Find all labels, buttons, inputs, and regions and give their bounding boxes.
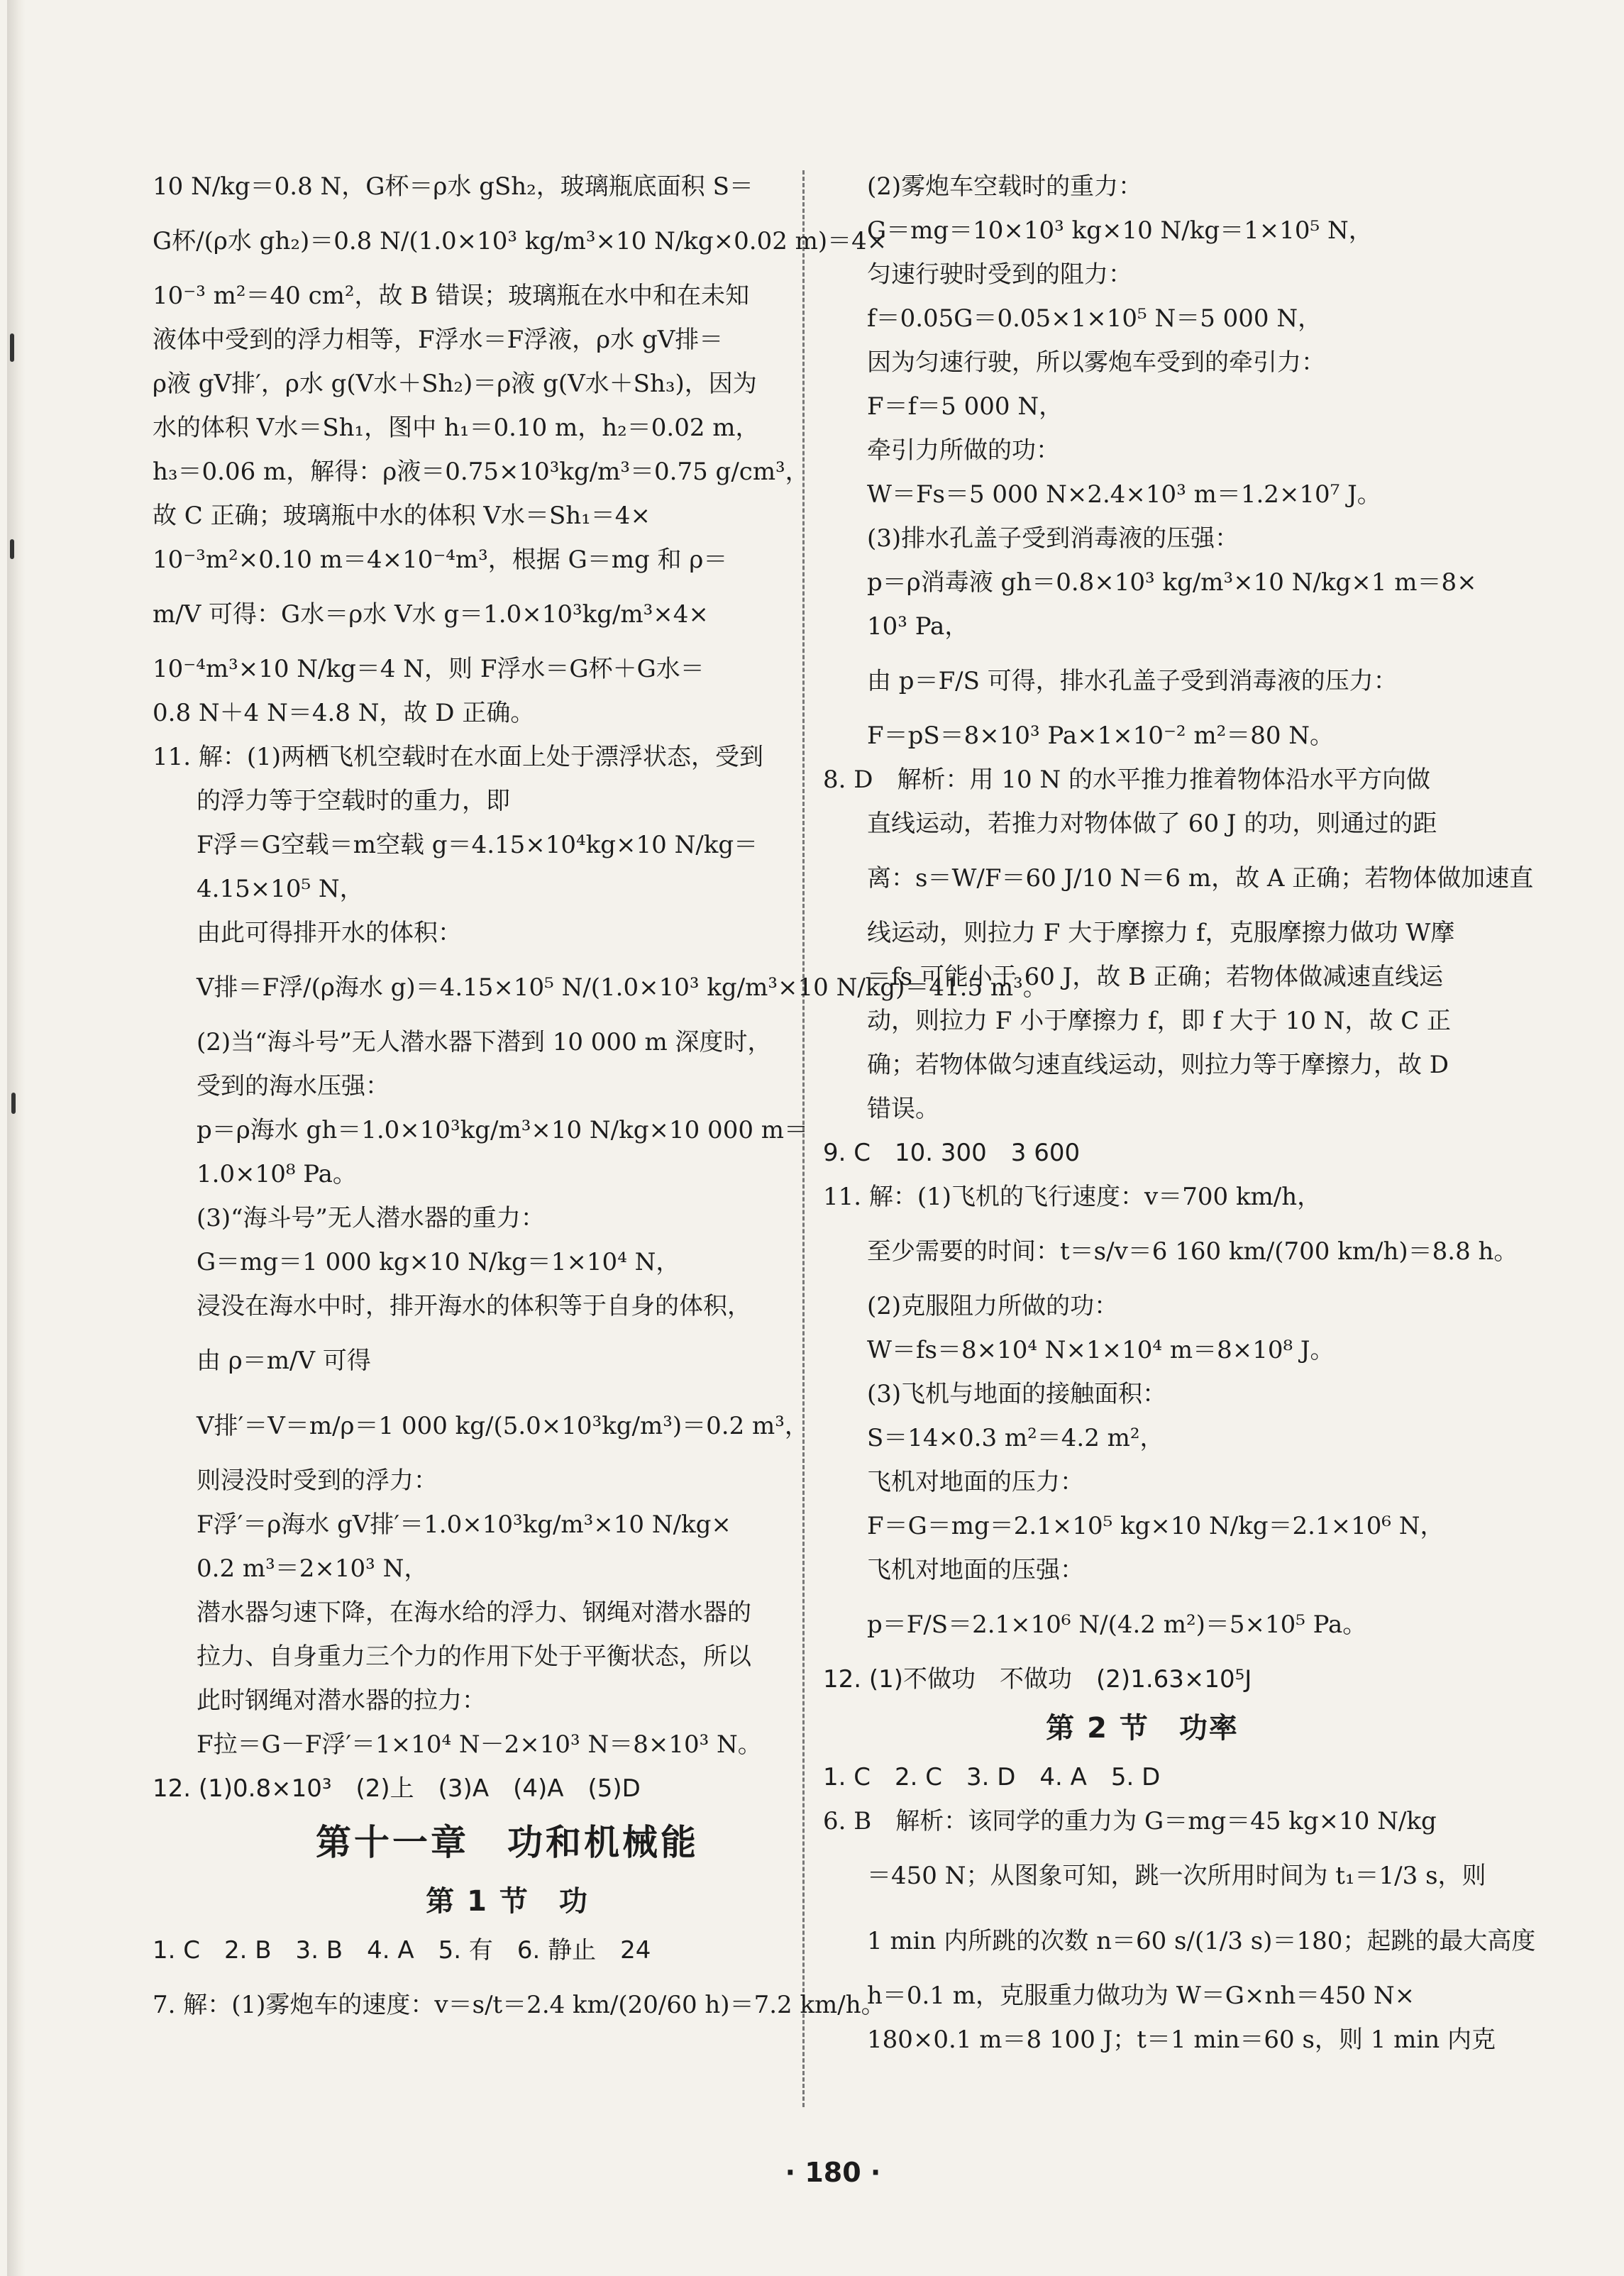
- text-line: F＝f＝5 000 N，: [867, 392, 1064, 421]
- question-11-answer: 11. 解：(1)飞机的飞行速度：v＝700 km/h，: [823, 1183, 1322, 1211]
- text-line: 液体中受到的浮力相等，F浮水＝F浮液，ρ水 gV排＝: [153, 326, 724, 354]
- text-line: ＝fs 可能小于 60 J，故 B 正确；若物体做减速直线运: [867, 963, 1443, 991]
- text-line: (2)克服阻力所做的功：: [867, 1292, 1119, 1320]
- text-line: 10³ Pa，: [867, 612, 969, 641]
- text-line: G＝mg＝10×10³ kg×10 N/kg＝1×10⁵ N，: [867, 216, 1373, 245]
- text-line: 动，则拉力 F 小于摩擦力 f，即 f 大于 10 N，故 C 正: [867, 1007, 1452, 1035]
- text-line: (3)排水孔盖子受到消毒液的压强：: [867, 524, 1239, 553]
- formula-line: ＝450 N；从图象可知，跳一次所用时间为 t₁＝1/3 s，则: [867, 1862, 1486, 1890]
- text-line: p＝ρ消毒液 gh＝0.8×10³ kg/m³×10 N/kg×1 m＝8×: [867, 568, 1477, 597]
- text-line: 4.15×10⁵ N，: [197, 875, 364, 903]
- question-8-answer: 8. D 解析：用 10 N 的水平推力推着物体沿水平方向做: [823, 766, 1430, 794]
- question-11-answer: 11. 解：(1)两栖飞机空载时在水面上处于漂浮状态，受到: [153, 743, 764, 771]
- text-line: 因为匀速行驶，所以雾炮车受到的牵引力：: [867, 348, 1325, 377]
- text-line: F拉＝G－F浮′＝1×10⁴ N－2×10³ N＝8×10³ N。: [197, 1730, 762, 1759]
- choice-answers: 1. C 2. B 3. B 4. A 5. 有 6. 静止 24: [153, 1936, 651, 1965]
- text-line: 的浮力等于空载时的重力，即: [197, 787, 510, 815]
- scan-mark: [10, 333, 14, 362]
- question-12-answer: 12. (1)不做功 不做功 (2)1.63×10⁵J: [823, 1665, 1252, 1694]
- text-line: 飞机对地面的压力：: [867, 1468, 1084, 1496]
- text-line: 则浸没时受到的浮力：: [197, 1466, 438, 1495]
- text-line: h＝0.1 m，克服重力做功为 W＝G×nh＝450 N×: [867, 1982, 1415, 2010]
- page-number: · 180 ·: [785, 2157, 881, 2188]
- formula-line: G杯/(ρ水 gh₂)＝0.8 N/(1.0×10³ kg/m³×10 N/kg×0.02 m)＝4×: [153, 227, 888, 255]
- section-title: 第 1 节 功: [426, 1885, 589, 1918]
- text-line: 180×0.1 m＝8 100 J；t＝1 min＝60 s，则 1 min 内克: [867, 2026, 1496, 2054]
- text-line: 错误。: [867, 1095, 939, 1123]
- text-line: 线运动，则拉力 F 大于摩擦力 f，克服摩擦力做功 W摩: [867, 919, 1455, 947]
- text-line: 此时钢绳对潜水器的拉力：: [197, 1686, 486, 1715]
- text-line: h₃＝0.06 m，解得：ρ液＝0.75×10³kg/m³＝0.75 g/cm³，: [153, 458, 810, 486]
- choice-answers: 9. C 10. 300 3 600: [823, 1139, 1081, 1167]
- text-line: W＝fs＝8×10⁴ N×1×10⁴ m＝8×10⁸ J。: [867, 1336, 1335, 1364]
- text-line: 受到的海水压强：: [197, 1072, 390, 1100]
- text-line: 确；若物体做匀速直线运动，则拉力等于摩擦力，故 D: [867, 1051, 1449, 1079]
- text-line: 匀速行驶时受到的阻力：: [867, 260, 1132, 289]
- text-line: f＝0.05G＝0.05×1×10⁵ N＝5 000 N，: [867, 304, 1322, 333]
- text-line: 0.2 m³＝2×10³ N，: [197, 1554, 429, 1583]
- formula-line: V排′＝V＝m/ρ＝1 000 kg/(5.0×10³kg/m³)＝0.2 m³，: [197, 1412, 809, 1440]
- formula-line: 离：s＝W/F＝60 J/10 N＝6 m，故 A 正确；若物体做加速直: [867, 864, 1534, 893]
- formula-line: m/V 可得：G水＝ρ水 V水 g＝1.0×10³kg/m³×4×: [153, 600, 709, 629]
- formula-line: 由 p＝F/S 可得，排水孔盖子受到消毒液的压力：: [867, 667, 1398, 695]
- text-line: S＝14×0.3 m²＝4.2 m²，: [867, 1424, 1164, 1452]
- text-line: 水的体积 V水＝Sh₁，图中 h₁＝0.10 m，h₂＝0.02 m，: [153, 414, 760, 442]
- text-line: 牵引力所做的功：: [867, 436, 1060, 465]
- text-line: G＝mg＝1 000 kg×10 N/kg＝1×10⁴ N，: [197, 1248, 680, 1276]
- text-line: W＝Fs＝5 000 N×2.4×10³ m＝1.2×10⁷ J。: [867, 480, 1381, 509]
- section-title: 第 2 节 功率: [1046, 1712, 1239, 1745]
- text-line: 1.0×10⁸ Pa。: [197, 1160, 357, 1188]
- text-line: 浸没在海水中时，排开海水的体积等于自身的体积，: [197, 1292, 751, 1320]
- text-line: (2)当“海斗号”无人潜水器下潜到 10 000 m 深度时，: [197, 1028, 772, 1056]
- formula-line: 1 min 内所跳的次数 n＝60 s/(1/3 s)＝180；起跳的最大高度: [867, 1927, 1536, 1955]
- question-7-answer: 7. 解：(1)雾炮车的速度：v＝s/t＝2.4 km/(20/60 h)＝7.2 km/h。: [153, 1991, 885, 2019]
- scan-mark: [10, 539, 14, 559]
- text-line: 飞机对地面的压强：: [867, 1556, 1084, 1584]
- chapter-title: 第十一章 功和机械能: [316, 1822, 699, 1863]
- text-line: F＝G＝mg＝2.1×10⁵ kg×10 N/kg＝2.1×10⁶ N，: [867, 1512, 1445, 1540]
- text-line: 10⁻⁴m³×10 N/kg＝4 N，则 F浮水＝G杯＋G水＝: [153, 655, 705, 683]
- choice-answers: 1. C 2. C 3. D 4. A 5. D: [823, 1763, 1161, 1791]
- text-line: F＝pS＝8×10³ Pa×1×10⁻² m²＝80 N。: [867, 722, 1335, 750]
- text-line: 10⁻³m²×0.10 m＝4×10⁻⁴m³，根据 G＝mg 和 ρ＝: [153, 546, 728, 574]
- text-line: p＝ρ海水 gh＝1.0×10³kg/m³×10 N/kg×10 000 m＝: [197, 1116, 809, 1144]
- text-line: 潜水器匀速下降，在海水给的浮力、钢绳对潜水器的: [197, 1598, 751, 1627]
- text-line: F浮′＝ρ海水 gV排′＝1.0×10³kg/m³×10 N/kg×: [197, 1510, 731, 1539]
- text-line: ρ液 gV排′，ρ水 g(V水＋Sh₂)＝ρ液 g(V水＋Sh₃)，因为: [153, 370, 757, 398]
- scan-mark: [11, 1093, 16, 1114]
- formula-line: 由 ρ＝m/V 可得: [197, 1347, 371, 1375]
- formula-line: 至少需要的时间：t＝s/v＝6 160 km/(700 km/h)＝8.8 h。: [867, 1237, 1518, 1266]
- text-line: 10⁻³ m²＝40 cm²，故 B 错误；玻璃瓶在水中和在未知: [153, 282, 750, 310]
- question-12-answer: 12. (1)0.8×10³ (2)上 (3)A (4)A (5)D: [153, 1774, 641, 1803]
- formula-line: V排＝F浮/(ρ海水 g)＝4.15×10⁵ N/(1.0×10³ kg/m³×10 N/kg)＝41.5 m³。: [197, 973, 1047, 1002]
- formula-line: p＝F/S＝2.1×10⁶ N/(4.2 m²)＝5×10⁵ Pa。: [867, 1611, 1367, 1639]
- question-6-answer: 6. B 解析：该同学的重力为 G＝mg＝45 kg×10 N/kg: [823, 1807, 1437, 1835]
- text-line: (2)雾炮车空载时的重力：: [867, 172, 1143, 201]
- text-line: 故 C 正确；玻璃瓶中水的体积 V水＝Sh₁＝4×: [153, 502, 651, 530]
- text-line: 10 N/kg＝0.8 N，G杯＝ρ水 gSh₂，玻璃瓶底面积 S＝: [153, 172, 753, 201]
- text-line: 由此可得排开水的体积：: [197, 919, 462, 947]
- text-line: 0.8 N＋4 N＝4.8 N，故 D 正确。: [153, 699, 535, 727]
- right-column: [823, 165, 1536, 2062]
- text-line: 拉力、自身重力三个力的作用下处于平衡状态，所以: [197, 1642, 751, 1671]
- text-line: 直线运动，若推力对物体做了 60 J 的功，则通过的距: [867, 810, 1437, 838]
- text-line: (3)飞机与地面的接触面积：: [867, 1380, 1167, 1408]
- text-line: F浮＝G空载＝m空载 g＝4.15×10⁴kg×10 N/kg＝: [197, 831, 758, 859]
- text-line: (3)“海斗号”无人潜水器的重力：: [197, 1204, 545, 1232]
